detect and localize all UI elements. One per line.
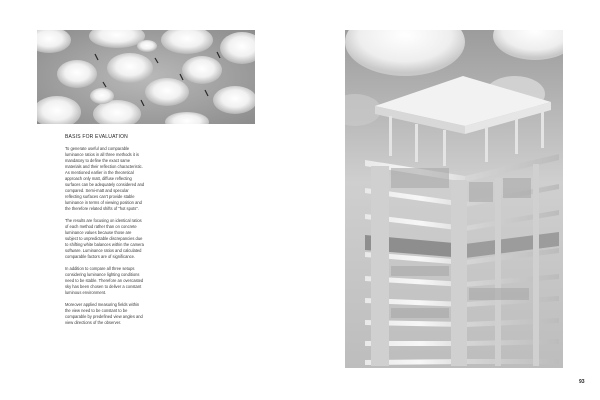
paragraph-3: In addition to compare all three setups considering luminance lighting conditions need to be stable. Therefore an overcasted sky has been chosen to deliver a constant luminous environment. <box>65 266 144 295</box>
page-number: 93 <box>579 379 585 385</box>
paragraph-4: Moreover applied measuring fields within the view need to be constant to be comparable by predefined view angles and view directions of the observer. <box>65 302 143 325</box>
paragraph-1: To generate useful and comparable luminance ratios in all three methods it is mandatory to define the exact same materials and their reflection characteristic. As mentioned earlier in the theoretical approach only matt, diffuse reflecting surfaces can be adequately considered and compared. Semi-matt and specular reflecting surfaces can't provide stable luminance in terms of viewing position and the therefore related shifts of "hot spots". <box>65 146 145 211</box>
ceiling-lights-photo <box>37 30 255 124</box>
architectural-model-photo <box>345 30 563 368</box>
body-text <box>65 146 145 332</box>
section-heading: BASIS FOR EVALUATION <box>65 134 128 140</box>
paragraph-2: The results are focusing on identical ratios of each method rather than on concrete luminance values because those are subject to unpredictable discrepancies due to shifting white balances within the camera software. Luminance ratios and calculated comparable factors are of significance. <box>65 218 144 259</box>
